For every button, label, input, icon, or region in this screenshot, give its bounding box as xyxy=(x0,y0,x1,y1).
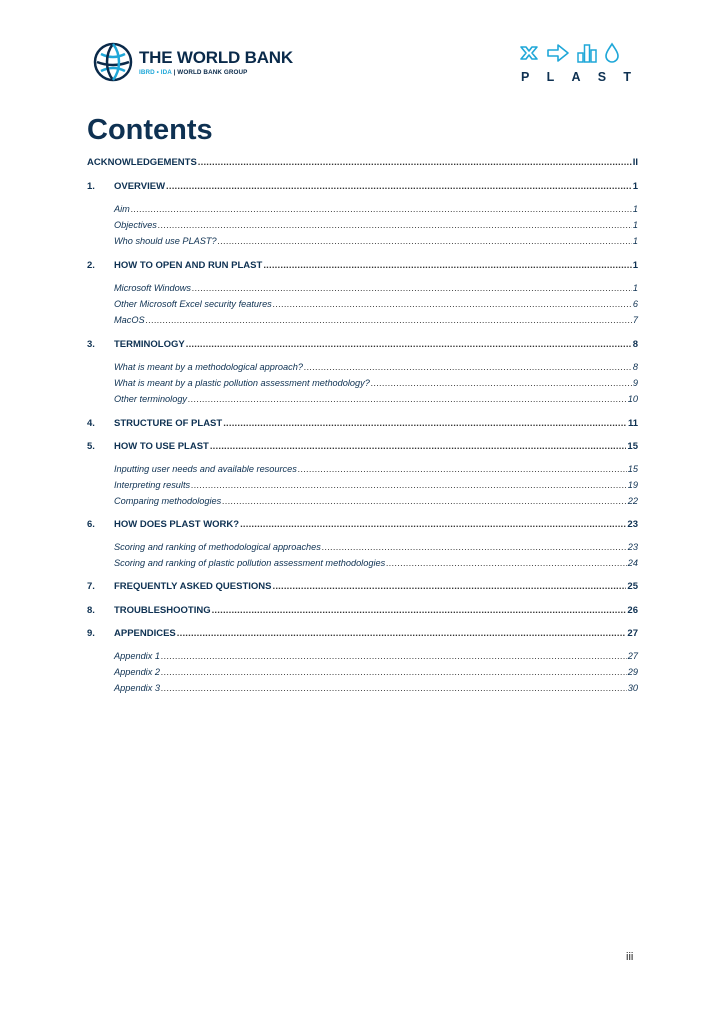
toc-subentry[interactable]: Aim ..... 1 xyxy=(87,204,638,214)
toc-subentry[interactable]: Appendix 2 ..... 29 xyxy=(87,667,638,677)
toc-subentry[interactable]: Appendix 3 ..... 30 xyxy=(87,683,638,693)
drop-icon xyxy=(604,42,620,64)
toc-subentry[interactable]: MacOS ..... 7 xyxy=(87,315,638,325)
org-title: THE WORLD BANK xyxy=(139,47,293,67)
toc-entry-troubleshooting[interactable]: 8. TROUBLESHOOTING ..... 26 xyxy=(87,605,638,616)
toc-subentry[interactable]: Who should use PLAST? ..... 1 xyxy=(87,236,638,246)
toc-subentry[interactable]: Objectives ..... 1 xyxy=(87,220,638,230)
toc-entry-appendices[interactable]: 9. APPENDICES ..... 27 xyxy=(87,628,638,639)
page-header xyxy=(0,0,724,110)
toc-entry-acknowledgements[interactable]: ACKNOWLEDGEMENTS ..... II xyxy=(87,157,638,168)
toc-subentry[interactable]: Other terminology ..... 10 xyxy=(87,394,638,404)
toc-subentry[interactable]: Inputting user needs and available resources ..... 15 xyxy=(87,464,638,474)
arrow-icon xyxy=(546,43,570,63)
plast-logo xyxy=(518,42,633,88)
toc-entry-how-plast-works[interactable]: 6. HOW DOES PLAST WORK? ..... 23 xyxy=(87,519,638,530)
cross-icon xyxy=(518,43,540,63)
toc-subentry[interactable]: What is meant by a methodological approach? ..... 8 xyxy=(87,362,638,372)
toc-entry-terminology[interactable]: 3. TERMINOLOGY ..... 8 xyxy=(87,339,638,350)
toc-subentry[interactable]: What is meant by a plastic pollution assessment methodology? ..... 9 xyxy=(87,378,638,388)
page-number: iii xyxy=(626,951,634,963)
toc-subentry[interactable]: Scoring and ranking of methodological approaches ..... 23 xyxy=(87,542,638,552)
toc-subentry[interactable]: Comparing methodologies ..... 22 xyxy=(87,496,638,506)
toc-subentry[interactable]: Interpreting results ..... 19 xyxy=(87,480,638,490)
globe-icon xyxy=(93,42,133,82)
org-subtitle: IBRD • IDA | WORLD BANK GROUP xyxy=(139,68,248,76)
toc-subentry[interactable]: Scoring and ranking of plastic pollution assessment methodologies ..... 24 xyxy=(87,558,638,568)
toc-entry-overview[interactable]: 1. OVERVIEW ..... 1 xyxy=(87,181,638,192)
toc-entry-open-and-run[interactable]: 2. HOW TO OPEN AND RUN PLAST ..... 1 xyxy=(87,260,638,271)
world-bank-logo xyxy=(93,42,293,82)
toc-entry-how-to-use[interactable]: 5. HOW TO USE PLAST ..... 15 xyxy=(87,441,638,452)
toc-subentry[interactable]: Other Microsoft Excel security features ..... 6 xyxy=(87,299,638,309)
bars-icon xyxy=(576,42,598,64)
toc-subentry[interactable]: Microsoft Windows ..... 1 xyxy=(87,283,638,293)
toc-entry-faq[interactable]: 7. FREQUENTLY ASKED QUESTIONS ..... 25 xyxy=(87,581,638,592)
page-title: Contents xyxy=(87,114,213,146)
toc-entry-structure[interactable]: 4. STRUCTURE OF PLAST ..... 11 xyxy=(87,418,638,429)
plast-wordmark: P L A S T xyxy=(521,70,631,84)
toc-subentry[interactable]: Appendix 1 ..... 27 xyxy=(87,651,638,661)
